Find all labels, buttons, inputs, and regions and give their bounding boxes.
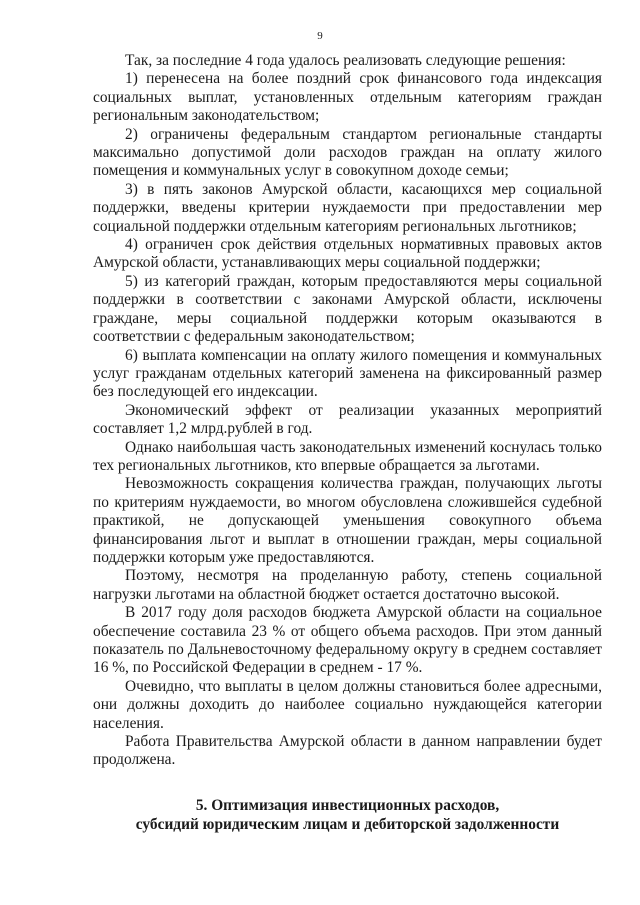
paragraph-economic-effect: Экономический эффект от реализации указанных мероприятий составляет 1,2 млрд.рублей в год.	[93, 401, 602, 438]
paragraph-item-6: 6) выплата компенсации на оплату жилого помещения и коммунальных услуг гражданам отдельных категорий заменена на фиксированный размер без последующей его индексации.	[93, 346, 602, 401]
paragraph-item-1: 1) перенесена на более поздний срок финансового года индексация социальных выплат, установленных отдельным категориям граждан региональным законодательством;	[93, 70, 602, 125]
paragraph-government-work: Работа Правительства Амурской области в данном направлении будет продолжена.	[93, 733, 602, 769]
section-heading	[93, 796, 602, 834]
page-number: 9	[317, 30, 323, 42]
paragraph-item-4: 4) ограничен срок действия отдельных нормативных правовых актов Амурской области, устанавливающих меры социальной поддержки;	[93, 236, 602, 272]
section-heading-line-2: субсидий юридическим лицам и дебиторской задолженности	[135, 815, 560, 833]
paragraph-impossibility: Невозможность сокращения количества граждан, получающих льготы по критериям нуждаемости, во многом обусловлена сложившейся судебной практикой, не допускающей уменьшения совокупного объема финансирования льгот и выплат в отношении граждан, меры социальной поддержки которым уже предоставляются.	[93, 475, 602, 566]
paragraph-item-3: 3) в пять законов Амурской области, касающихся мер социальной поддержки, введены критерии нуждаемости при предоставлении мер социальной поддержки отдельным категориям региональных льготников;	[93, 180, 602, 235]
paragraph-however: Однако наибольшая часть законодательных изменений коснулась только тех региональных льготников, кто впервые обращается за льготами.	[93, 438, 602, 474]
paragraph-item-2: 2) ограничены федеральным стандартом региональные стандарты максимально допустимой доли расходов граждан на оплату жилого помещения и коммунальных услуг в совокупном доходе семьи;	[93, 125, 602, 180]
paragraph-obviously: Очевидно, что выплаты в целом должны становиться более адресными, они должны доходить до наиболее социально нуждающейся категории населения.	[93, 677, 602, 732]
section-heading-line-1: 5. Оптимизация инвестиционных расходов,	[195, 796, 500, 814]
paragraph-therefore: Поэтому, несмотря на проделанную работу, степень социальной нагрузки льготами на областной бюджет остается достаточно высокой.	[93, 567, 602, 603]
paragraph-intro: Так, за последние 4 года удалось реализовать следующие решения:	[125, 52, 566, 69]
paragraph-2017-share: В 2017 году доля расходов бюджета Амурской области на социальное обеспечение составила 23 % от общего объема расходов. При этом данный показатель по Дальневосточному федеральному округу в среднем составляет 16 %, по Российской Федерации в среднем - 17 %.	[93, 604, 602, 677]
paragraph-item-5: 5) из категорий граждан, которым предоставляются меры социальной поддержки в соответствии с законами Амурской области, исключены граждане, меры социальной поддержки которым оказываются в соответствии с федеральным законодательством;	[93, 272, 602, 346]
